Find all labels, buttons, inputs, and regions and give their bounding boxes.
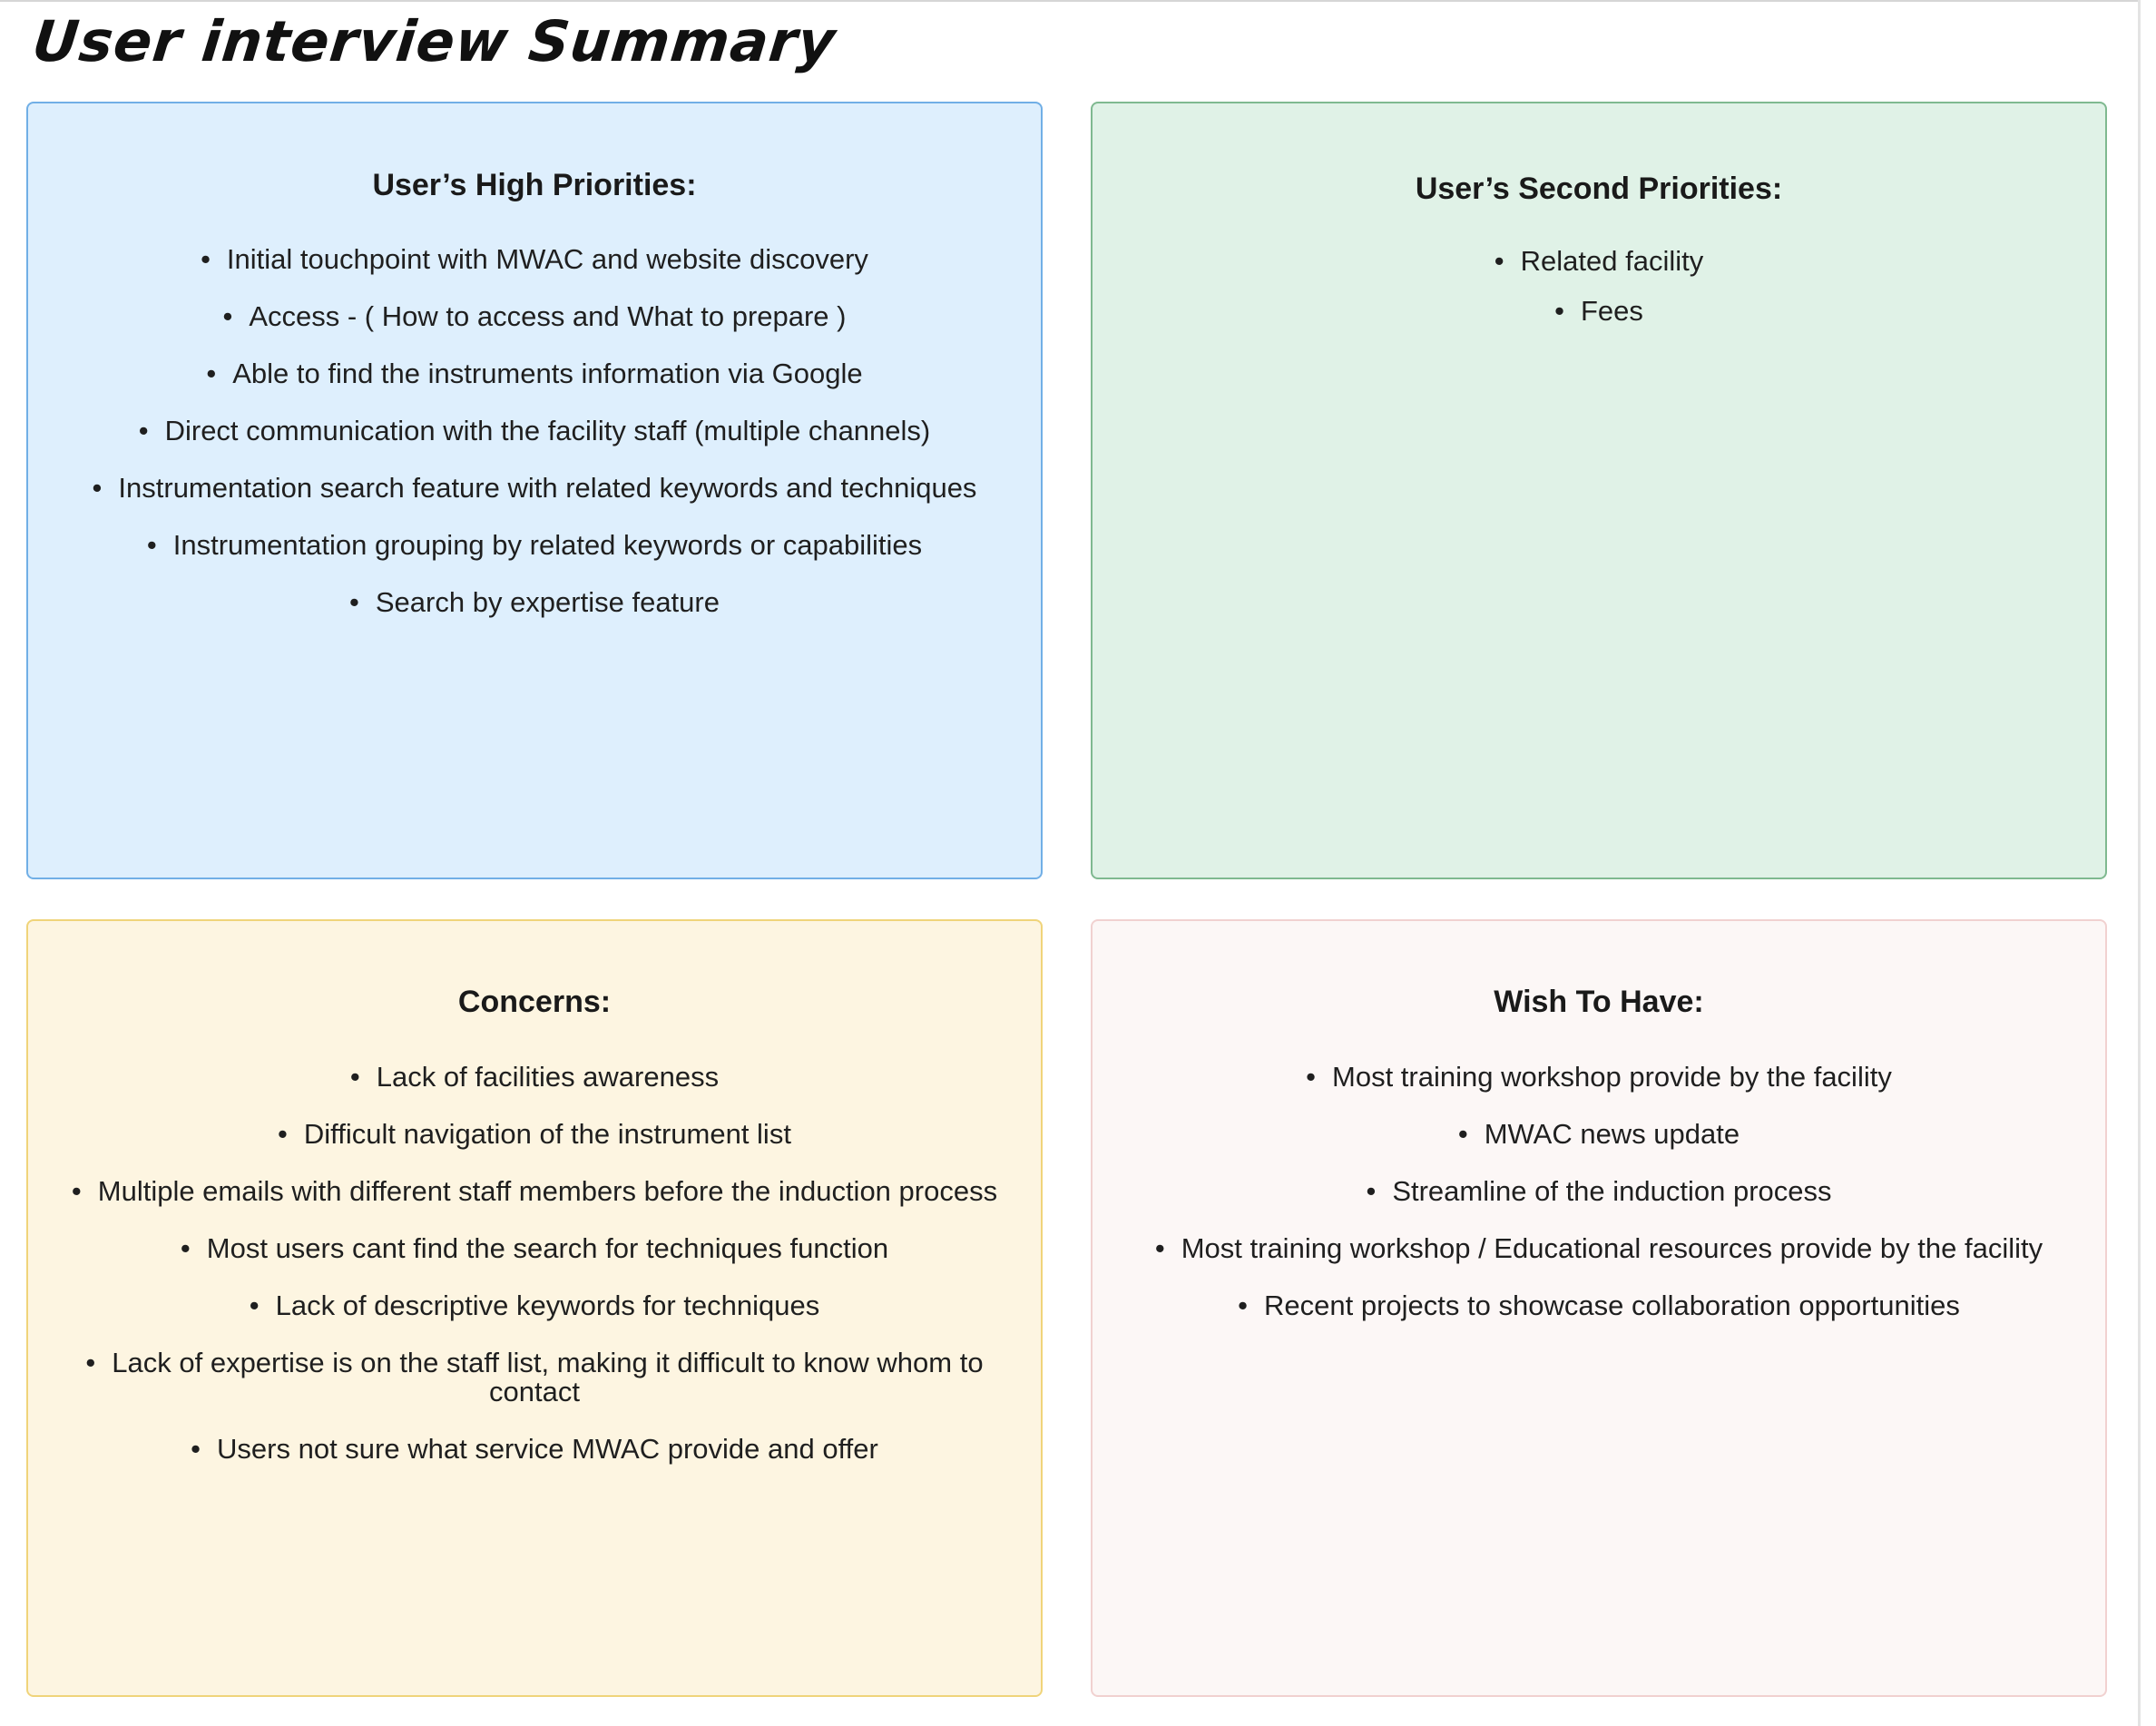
bullet-icon: • (92, 472, 103, 504)
list-item (50, 1177, 1019, 1206)
list-item-text: Multiple emails with different staff members before the induction process (97, 1175, 998, 1207)
list-item (1114, 1234, 2083, 1263)
list-item (1114, 1291, 2083, 1320)
bullet-icon: • (85, 1347, 96, 1378)
list-item (1114, 1177, 2083, 1206)
list-item (50, 1291, 1019, 1320)
bullet-icon: • (191, 1433, 201, 1465)
list-item-text: Most training workshop provide by the facility (1332, 1061, 1892, 1093)
list-item (50, 1063, 1019, 1092)
list-item (50, 1435, 1019, 1464)
list-item-text: Most users cant find the search for techniques function (206, 1232, 889, 1264)
wish-to-have-card (1091, 919, 2107, 1697)
list-item (50, 245, 1019, 274)
top-divider (0, 0, 2140, 2)
high-priorities-card (26, 102, 1043, 879)
list-item (50, 531, 1019, 560)
bullet-icon: • (1366, 1175, 1377, 1207)
list-item (50, 359, 1019, 388)
bullet-icon: • (349, 586, 359, 618)
bullet-icon: • (180, 1232, 191, 1264)
wish-to-have-title: Wish To Have: (1494, 985, 1704, 1019)
list-item-text: Lack of descriptive keywords for techniques (275, 1290, 820, 1321)
bullet-icon: • (222, 300, 233, 332)
concerns-title: Concerns: (457, 985, 612, 1019)
list-item-text: Instrumentation search feature with related keywords and techniques (118, 472, 977, 504)
list-item-text: Difficult navigation of the instrument list (303, 1118, 791, 1150)
list-item-text: Streamline of the induction process (1392, 1175, 1832, 1207)
bullet-icon: • (1457, 1118, 1468, 1150)
list-item (1114, 247, 2083, 276)
list-item-text: MWAC news update (1484, 1118, 1740, 1150)
list-item (1114, 1120, 2083, 1149)
list-item-text: Related facility (1520, 245, 1704, 277)
concerns-card (26, 919, 1043, 1697)
list-item (50, 1348, 1019, 1407)
list-item (50, 302, 1019, 331)
list-item-text: Direct communication with the facility staff (multiple channels) (164, 415, 931, 446)
bullet-icon: • (1554, 295, 1564, 327)
list-item-text: Initial touchpoint with MWAC and website discovery (226, 243, 868, 275)
list-item-text: Recent projects to showcase collaboration opportunities (1264, 1290, 1960, 1321)
list-item (1114, 1063, 2083, 1092)
right-scroll-edge (2138, 0, 2141, 1726)
bullet-icon: • (146, 529, 157, 561)
list-item (1114, 297, 2083, 326)
bullet-icon: • (349, 1061, 360, 1093)
bullet-icon: • (138, 415, 149, 446)
second-priorities-list (1093, 247, 2105, 326)
list-item (50, 474, 1019, 503)
second-priorities-title: User’s Second Priorities: (1415, 172, 1783, 206)
list-item (50, 417, 1019, 446)
bullet-icon: • (1494, 245, 1504, 277)
high-priorities-title: User’s High Priorities: (372, 168, 697, 202)
list-item-text: Users not sure what service MWAC provide and offer (217, 1433, 878, 1465)
list-item-text: Lack of expertise is on the staff list, making it difficult to know whom to contact (112, 1347, 984, 1407)
second-priorities-card (1091, 102, 2107, 879)
bullet-icon: • (1306, 1061, 1316, 1093)
list-item (50, 1234, 1019, 1263)
bullet-icon: • (1238, 1290, 1249, 1321)
bullet-icon: • (206, 358, 217, 389)
bullet-icon: • (201, 243, 211, 275)
bullet-icon: • (278, 1118, 288, 1150)
list-item (50, 1120, 1019, 1149)
page-title: User interview Summary (29, 8, 839, 74)
list-item-text: Able to find the instruments information via Google (232, 358, 863, 389)
wish-to-have-list (1093, 1063, 2105, 1320)
list-item (50, 588, 1019, 617)
list-item-text: Lack of facilities awareness (376, 1061, 720, 1093)
list-item-text: Access - ( How to access and What to prepare ) (249, 300, 847, 332)
bullet-icon: • (1154, 1232, 1165, 1264)
list-item-text: Most training workshop / Educational resources provide by the facility (1181, 1232, 2043, 1264)
list-item-text: Search by expertise feature (375, 586, 720, 618)
concerns-list (28, 1063, 1041, 1464)
list-item-text: Fees (1580, 295, 1643, 327)
high-priorities-list (28, 245, 1041, 617)
bullet-icon: • (249, 1290, 260, 1321)
bullet-icon: • (71, 1175, 82, 1207)
list-item-text: Instrumentation grouping by related keywords or capabilities (172, 529, 923, 561)
